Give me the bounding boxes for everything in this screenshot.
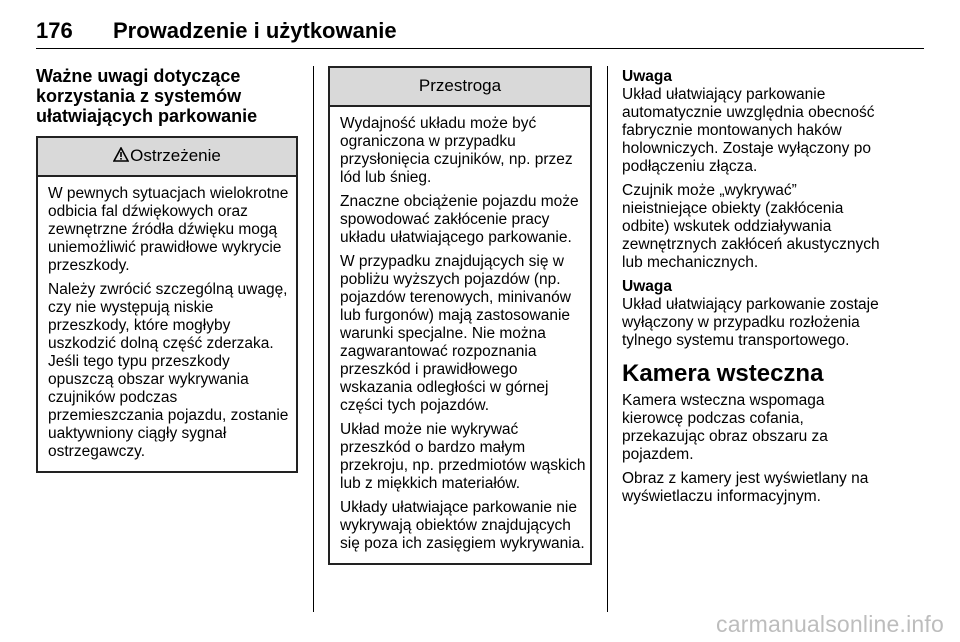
warning-title: Ostrzeżenie (130, 146, 221, 165)
caution-box-header (330, 68, 590, 107)
note-text: Układ ułatwiający parkowanie zostaje wyłączony w przypadku rozłożenia tylnego systemu transportowego. (622, 296, 879, 349)
watermark: carmanualsonline.info (716, 611, 944, 637)
warning-box (36, 136, 298, 473)
warning-box-body (38, 177, 296, 471)
column-divider (313, 66, 314, 612)
note-extra-text: Czujnik może „wykrywać” nieistniejące obiekty (zakłócenia odbite) wskutek oddziaływania zewnętrznych zakłóceń akustycznych lub mechanicznych. (622, 182, 880, 271)
column-left (36, 62, 298, 473)
caution-paragraph: Wydajność układu może być ograniczona w przypadku przysłonięcia czujników, np. przez lód lub śnieg. (340, 115, 573, 186)
column-right (622, 68, 884, 512)
note-label: Uwaga (622, 68, 672, 85)
warning-paragraph: W pewnych sytuacjach wielokrotne odbicia fal dźwiękowych oraz zewnętrzne źródła dźwięku mogą uniemożliwić prawidłowe wykrycie przeszkody. (48, 185, 289, 274)
section-title: Kamera wsteczna (622, 360, 824, 387)
caution-paragraph: Układy ułatwiające parkowanie nie wykrywają obiektów znajdujących się poza ich zasięgiem wykrywania. (340, 499, 585, 552)
note-label: Uwaga (622, 278, 672, 295)
page-header (36, 18, 924, 48)
caution-title: Przestroga (418, 76, 502, 95)
body-paragraph: Kamera wsteczna wspomaga kierowcę podczas cofania, przekazując obraz obszaru za pojazdem. (622, 392, 828, 463)
section-heading: Ważne uwagi dotyczące korzystania z systemów ułatwiających parkowanie (36, 66, 258, 126)
body-paragraph: Obraz z kamery jest wyświetlany na wyświetlaczu informacyjnym. (622, 470, 869, 505)
caution-box-body (330, 107, 590, 563)
caution-paragraph: Znaczne obciążenie pojazdu może spowodować zakłócenie pracy układu ułatwiającego parkowanie. (340, 193, 579, 246)
note-text: Układ ułatwiający parkowanie automatycznie uwzględnia obecność fabrycznie montowanych haków holowniczych. Zostaje wyłączony po podłączeniu złącza. (622, 86, 875, 175)
caution-paragraph: Układ może nie wykrywać przeszkód o bardzo małym przekroju, np. przedmiotów wąskich lub z miękkich materiałów. (340, 421, 586, 492)
warning-paragraph: Należy zwrócić szczególną uwagę, czy nie występują niskie przeszkody, które mogłyby uszkodzić dolną część zderzaka. Jeśli tego typu przeszkody opuszczą obszar wykrywania czujników podczas przemieszczania pojazdu, zostanie uaktywniony ciągły sygnał ostrzegawczy. (48, 281, 289, 460)
warning-box-header (38, 138, 296, 177)
caution-box (328, 66, 592, 565)
warning-triangle-icon (113, 147, 129, 162)
column-divider (607, 66, 608, 612)
column-middle (328, 66, 592, 565)
page-number: 176 (36, 18, 73, 43)
header-rule (36, 48, 924, 49)
caution-paragraph: W przypadku znajdujących się w pobliżu wyższych pojazdów (np. pojazdów terenowych, minivanów lub furgonów) mają zastosowanie warunki specjalne. Nie można zagwarantować rozpoznania przeszkód i prawidłowego wskazania odległości w górnej części tych pojazdów. (340, 253, 571, 414)
running-title: Prowadzenie i użytkowanie (113, 18, 397, 43)
